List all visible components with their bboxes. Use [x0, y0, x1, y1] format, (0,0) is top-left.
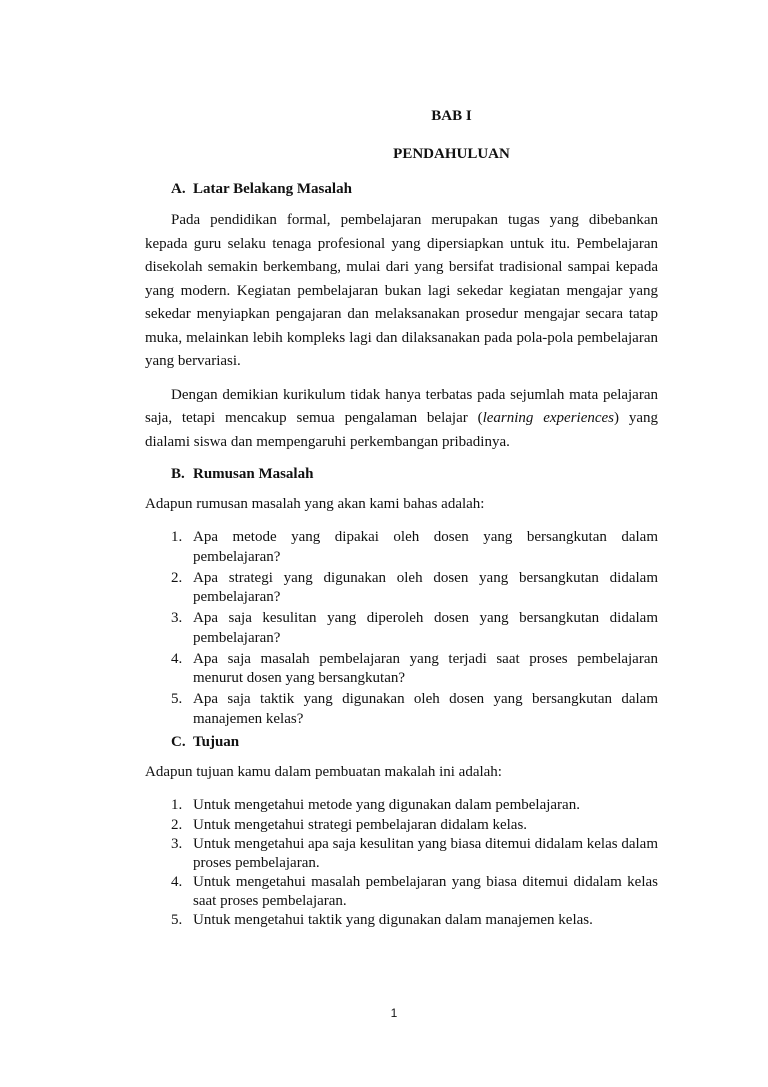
list-item-text: Untuk mengetahui masalah pembelajaran yang biasa ditemui didalam kelas saat proses pembelajaran. [193, 874, 658, 909]
list-item-number: 5. [171, 691, 183, 707]
objective-list [145, 796, 658, 930]
paragraph-2-italic-term: learning experiences [482, 410, 615, 426]
list-item [171, 816, 658, 835]
section-a-paragraph-1: Pada pendidikan formal, pembelajaran merupakan tugas yang dibebankan kepada guru selaku tenaga profesional yang dipersiapkan untuk itu. Pembelajaran disekolah semakin berkembang, mulai dari yang bersifat tradisional sampai kepada yang modern. Kegiatan pembelajaran bukan lagi sekedar kegiatan mengajar yang sekedar menyiapkan pengajaran dan melaksanakan prosedur mengajar secara tatap muka, melainkan lebih kompleks lagi dan dilaksanakan pada pola-pola pembelajaran yang bervariasi. [145, 212, 658, 369]
list-item-text: Apa strategi yang digunakan oleh dosen yang bersangkutan didalam pembelajaran? [193, 569, 658, 605]
section-c-heading [145, 732, 658, 752]
list-item-text: Apa metode yang dipakai oleh dosen yang bersangkutan dalam pembelajaran? [193, 529, 658, 565]
list-item-number: 5. [171, 912, 183, 928]
list-item-number: 2. [171, 569, 183, 586]
problem-list [145, 528, 658, 729]
list-item-number: 2. [171, 816, 183, 833]
list-item-number: 3. [171, 836, 183, 852]
section-b-intro: Adapun rumusan masalah yang akan kami bahas adalah: [145, 496, 485, 512]
list-item-text: Apa saja masalah pembelajaran yang terjadi saat proses pembelajaran menurut dosen yang bersangkutan? [193, 650, 658, 686]
list-item [171, 609, 658, 648]
list-item [171, 569, 658, 608]
chapter-title: PENDAHULUAN [393, 146, 510, 162]
section-a-heading [145, 179, 658, 199]
list-item-text: Untuk mengetahui metode yang digunakan dalam pembelajaran. [193, 797, 580, 813]
list-item [171, 796, 658, 815]
list-item [171, 528, 658, 567]
list-item [171, 835, 658, 872]
paragraph-2-text-end: ) yang dialami siswa dan mempengaruhi perkembangan pribadinya. [145, 410, 658, 450]
list-item-number: 4. [171, 650, 183, 667]
list-item-text: Apa saja taktik yang digunakan oleh dosen yang bersangkutan dalam manajemen kelas? [193, 691, 658, 727]
list-item-number: 1. [171, 797, 183, 813]
section-b-letter: B. [171, 466, 185, 482]
paragraph-2-text-start: Dengan demikian kurikulum tidak hanya terbatas pada sejumlah mata pelajaran saja, tetapi mencakup semua pengalaman belajar ( [145, 386, 658, 426]
list-item-text: Untuk mengetahui taktik yang digunakan dalam manajemen kelas. [193, 912, 593, 928]
page-number: 1 [390, 1006, 398, 1020]
list-item-number: 3. [171, 610, 183, 626]
section-b-title: Rumusan Masalah [193, 466, 314, 482]
section-a-title: Latar Belakang Masalah [193, 181, 352, 197]
list-item-text: Untuk mengetahui strategi pembelajaran didalam kelas. [193, 816, 528, 833]
section-b-heading [145, 464, 658, 484]
list-item [171, 911, 658, 930]
list-item [171, 873, 658, 910]
list-item [171, 690, 658, 729]
list-item-number: 4. [171, 874, 183, 890]
chapter-label: BAB I [431, 108, 472, 124]
list-item-text: Untuk mengetahui apa saja kesulitan yang biasa ditemui didalam kelas dalam proses pembelajaran. [193, 836, 658, 871]
section-c-letter: C. [171, 734, 186, 750]
section-a-paragraph-2 [145, 384, 658, 455]
list-item [171, 650, 658, 689]
section-a-letter: A. [171, 181, 186, 197]
section-c-title: Tujuan [193, 734, 240, 750]
section-c-intro: Adapun tujuan kamu dalam pembuatan makalah ini adalah: [145, 764, 502, 780]
list-item-number: 1. [171, 529, 183, 545]
list-item-text: Apa saja kesulitan yang diperoleh dosen yang bersangkutan didalam pembelajaran? [193, 610, 658, 646]
